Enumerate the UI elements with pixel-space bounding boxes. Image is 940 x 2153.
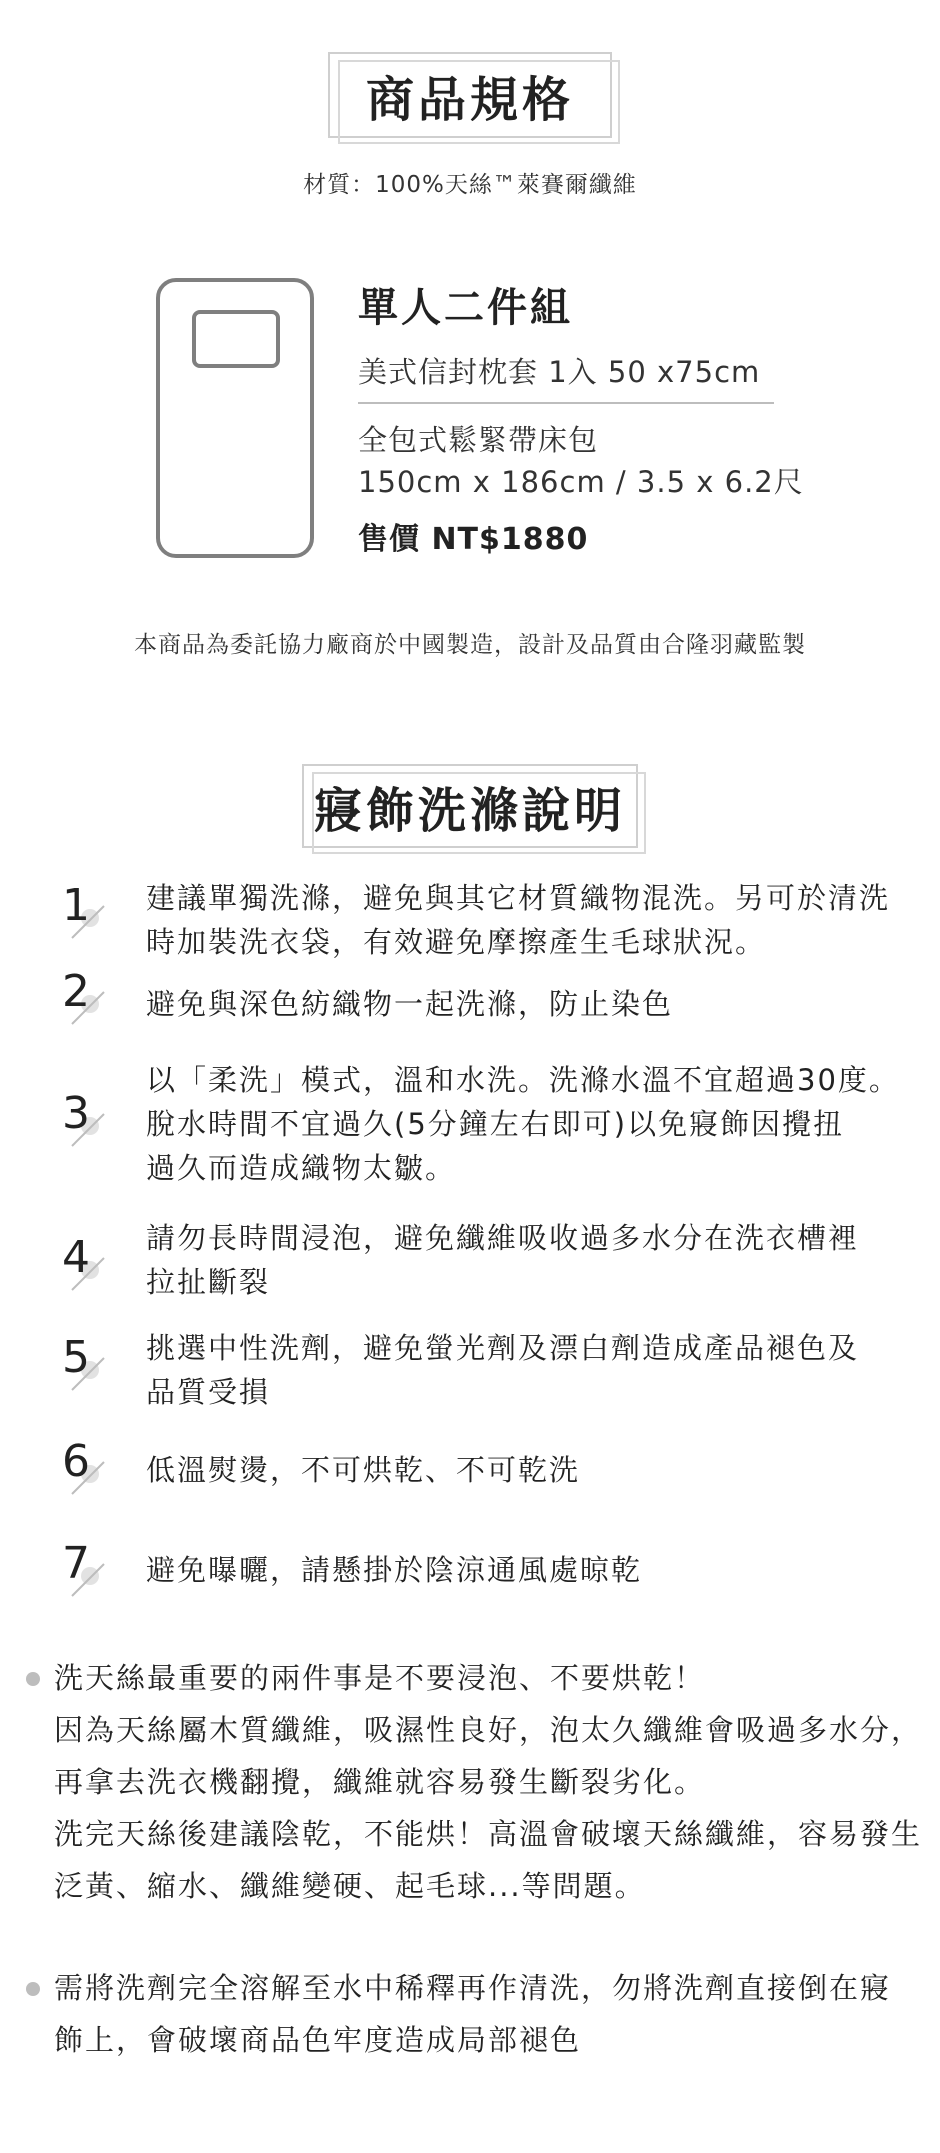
set-name: 單人二件組	[358, 285, 573, 331]
material-text: 材質：100%天絲™萊賽爾纖維	[303, 172, 637, 198]
step-number: 4	[62, 1232, 90, 1283]
note-text-line: 再拿去洗衣機翻攪，纖維就容易發生斷裂劣化。	[54, 1765, 706, 1799]
pillow-outline	[192, 310, 280, 368]
step-text-line: 低溫熨燙，不可烘乾、不可乾洗	[146, 1453, 581, 1487]
note-text-line: 洗天絲最重要的兩件事是不要浸泡、不要烘乾！	[54, 1661, 706, 1695]
step-number: 1	[62, 880, 90, 931]
spec-section-title: 商品規格	[365, 71, 574, 128]
note-text-line: 洗完天絲後建議陰乾，不能烘！高溫會破壞天絲纖維，容易發生	[54, 1817, 923, 1851]
step-text-line: 建議單獨洗滌，避免與其它材質織物混洗。另可於清洗	[146, 881, 891, 915]
price-label: 售價 NT$1880	[358, 522, 589, 557]
step-text-line: 拉扯斷裂	[146, 1265, 271, 1299]
bullet-icon	[26, 1982, 40, 1996]
note-text-line: 飾上，會破壞商品色牢度造成局部褪色	[54, 2023, 582, 2057]
step-number: 7	[62, 1538, 90, 1589]
step-number: 2	[62, 966, 90, 1017]
step-number: 3	[62, 1088, 90, 1139]
fitted-sheet-spec: 全包式鬆緊帶床包	[358, 423, 599, 457]
step-text-line: 以「柔洗」模式，溫和水洗。洗滌水溫不宜超過30度。	[146, 1063, 900, 1097]
bedding-set-icon	[156, 278, 314, 558]
note-text-line: 因為天絲屬木質纖維，吸濕性良好，泡太久纖維會吸過多水分，	[54, 1713, 923, 1747]
step-text-line: 過久而造成織物太皺。	[146, 1151, 457, 1185]
step-text-line: 避免曝曬，請懸掛於陰涼通風處晾乾	[146, 1553, 643, 1587]
step-text-line: 品質受損	[146, 1375, 271, 1409]
spec-title-box	[328, 52, 612, 138]
bullet-icon	[26, 1672, 40, 1686]
step-text-line: 挑選中性洗劑，避免螢光劑及漂白劑造成產品褪色及	[146, 1331, 860, 1365]
step-number: 5	[62, 1332, 90, 1383]
step-text-line: 避免與深色紡織物一起洗滌，防止染色	[146, 987, 674, 1021]
spec-divider	[358, 402, 774, 404]
care-section-title: 寢飾洗滌說明	[313, 782, 626, 839]
step-text-line: 請勿長時間浸泡，避免纖維吸收過多水分在洗衣槽裡	[146, 1221, 860, 1255]
step-text-line: 脫水時間不宜過久(5分鐘左右即可)以免寢飾因攪扭	[146, 1107, 845, 1141]
fitted-sheet-size: 150cm x 186cm / 3.5 x 6.2尺	[358, 465, 804, 499]
step-number: 6	[62, 1436, 90, 1487]
pillowcase-spec: 美式信封枕套 1入 50 x75cm	[358, 355, 761, 389]
note-text-line: 泛黃、縮水、纖維變硬、起毛球...等問題。	[54, 1869, 646, 1903]
manufacturing-notice: 本商品為委託協力廠商於中國製造，設計及品質由合隆羽藏監製	[134, 632, 806, 658]
note-text-line: 需將洗劑完全溶解至水中稀釋再作清洗，勿將洗劑直接倒在寢	[54, 1971, 892, 2005]
care-title-box	[302, 764, 638, 848]
step-text-line: 時加裝洗衣袋，有效避免摩擦產生毛球狀況。	[146, 925, 767, 959]
